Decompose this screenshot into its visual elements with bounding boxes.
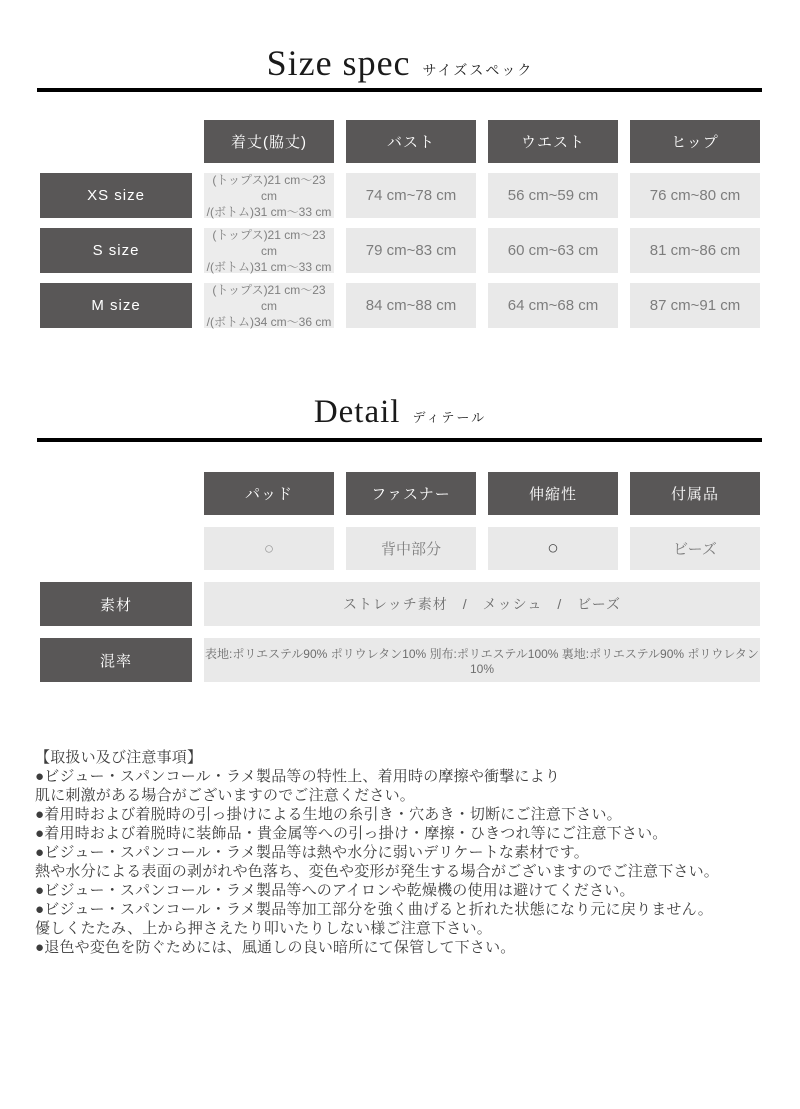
note-line: 熱や水分による表面の剥がれや色落ち、変色や変形が発生する場合がございますのでご注意下さい。 — [35, 863, 720, 880]
detail-table-corner-spacer — [40, 472, 192, 515]
length-tops-s: (トップス)21 cm〜23 cm — [212, 227, 326, 258]
pad-value-cell: ○ — [204, 527, 334, 570]
detail-section-divider — [37, 438, 762, 442]
hip-cell-m: 87 cm~91 cm — [630, 283, 760, 328]
mixture-value-cell: 表地:ポリエステル90% ポリウレタン10% 別布:ポリエステル100% 裏地:ポリエステル90% ポリウレタン10% — [204, 638, 760, 682]
note-line: 優しくたたみ、上から押さえたり叩いたりしない様ご注意下さい。 — [35, 920, 492, 937]
detail-title-en: Detail — [313, 394, 401, 430]
material-value-cell: ストレッチ素材 / メッシュ / ビーズ — [204, 582, 760, 626]
note-line: ●ビジュー・スパンコール・ラメ製品等加工部分を強く曲げると折れた状態になり元に戻りません。 — [35, 901, 713, 918]
fastener-value-cell: 背中部分 — [346, 527, 476, 570]
size-section-divider — [37, 88, 762, 92]
length-cell-xs — [204, 173, 334, 218]
column-header-pad: パッド — [204, 472, 334, 515]
bust-cell-m: 84 cm~88 cm — [346, 283, 476, 328]
length-cell-m — [204, 283, 334, 328]
column-header-fastener: ファスナー — [346, 472, 476, 515]
length-bottom-s: /(ボトム)31 cm〜33 cm — [206, 259, 332, 274]
note-line: ●ビジュー・スパンコール・ラメ製品等は熱や水分に弱いデリケートな素材です。 — [35, 844, 589, 861]
column-header-hip: ヒップ — [630, 120, 760, 163]
column-header-stretch: 伸縮性 — [488, 472, 618, 515]
size-row-label-s: S size — [40, 228, 192, 273]
bust-cell-xs: 74 cm~78 cm — [346, 173, 476, 218]
product-spec-page — [0, 42, 800, 1109]
note-line: 肌に刺激がある場合がございますのでご注意ください。 — [35, 787, 416, 804]
detail-values-spacer — [40, 527, 192, 570]
waist-cell-s: 60 cm~63 cm — [488, 228, 618, 273]
stretch-value-cell: ○ — [488, 527, 618, 570]
size-spec-title — [0, 42, 800, 88]
length-bottom-m: /(ボトム)34 cm〜36 cm — [206, 314, 332, 329]
size-spec-title-ja: サイズスペック — [422, 64, 534, 79]
handling-notes — [35, 748, 783, 957]
waist-cell-m: 64 cm~68 cm — [488, 283, 618, 328]
size-row-label-xs: XS size — [40, 173, 192, 218]
column-header-length: 着丈(脇丈) — [204, 120, 334, 163]
size-table — [40, 120, 760, 328]
note-line: ●ビジュー・スパンコール・ラメ製品等へのアイロンや乾燥機の使用は避けてください。 — [35, 882, 635, 899]
length-cell-s — [204, 228, 334, 273]
note-line: ●ビジュー・スパンコール・ラメ製品等の特性上、着用時の摩擦や衝撃により — [35, 768, 561, 785]
note-line: ●着用時および着脱時の引っ掛けによる生地の糸引き・穴あき・切断にご注意下さい。 — [35, 806, 622, 823]
size-spec-title-en: Size spec — [266, 43, 411, 83]
detail-table — [40, 472, 760, 682]
bust-cell-s: 79 cm~83 cm — [346, 228, 476, 273]
length-tops-m: (トップス)21 cm〜23 cm — [212, 282, 326, 313]
length-bottom-xs: /(ボトム)31 cm〜33 cm — [206, 204, 332, 219]
column-header-bust: バスト — [346, 120, 476, 163]
mixture-row-label: 混率 — [40, 638, 192, 682]
column-header-accessory: 付属品 — [630, 472, 760, 515]
length-tops-xs: (トップス)21 cm〜23 cm — [212, 172, 326, 203]
detail-title-ja: ディテール — [412, 410, 487, 425]
size-table-corner-spacer — [40, 120, 192, 163]
material-row-label: 素材 — [40, 582, 192, 626]
hip-cell-xs: 76 cm~80 cm — [630, 173, 760, 218]
notes-heading: 【取扱い及び注意事項】 — [35, 749, 203, 766]
column-header-waist: ウエスト — [488, 120, 618, 163]
note-line: ●退色や変色を防ぐためには、風通しの良い暗所にて保管して下さい。 — [35, 939, 516, 956]
hip-cell-s: 81 cm~86 cm — [630, 228, 760, 273]
accessory-value-cell: ビーズ — [630, 527, 760, 570]
waist-cell-xs: 56 cm~59 cm — [488, 173, 618, 218]
note-line: ●着用時および着脱時に装飾品・貴金属等への引っ掛け・摩擦・ひきつれ等にご注意下さい。 — [35, 825, 668, 842]
detail-title — [0, 394, 800, 436]
size-row-label-m: M size — [40, 283, 192, 328]
